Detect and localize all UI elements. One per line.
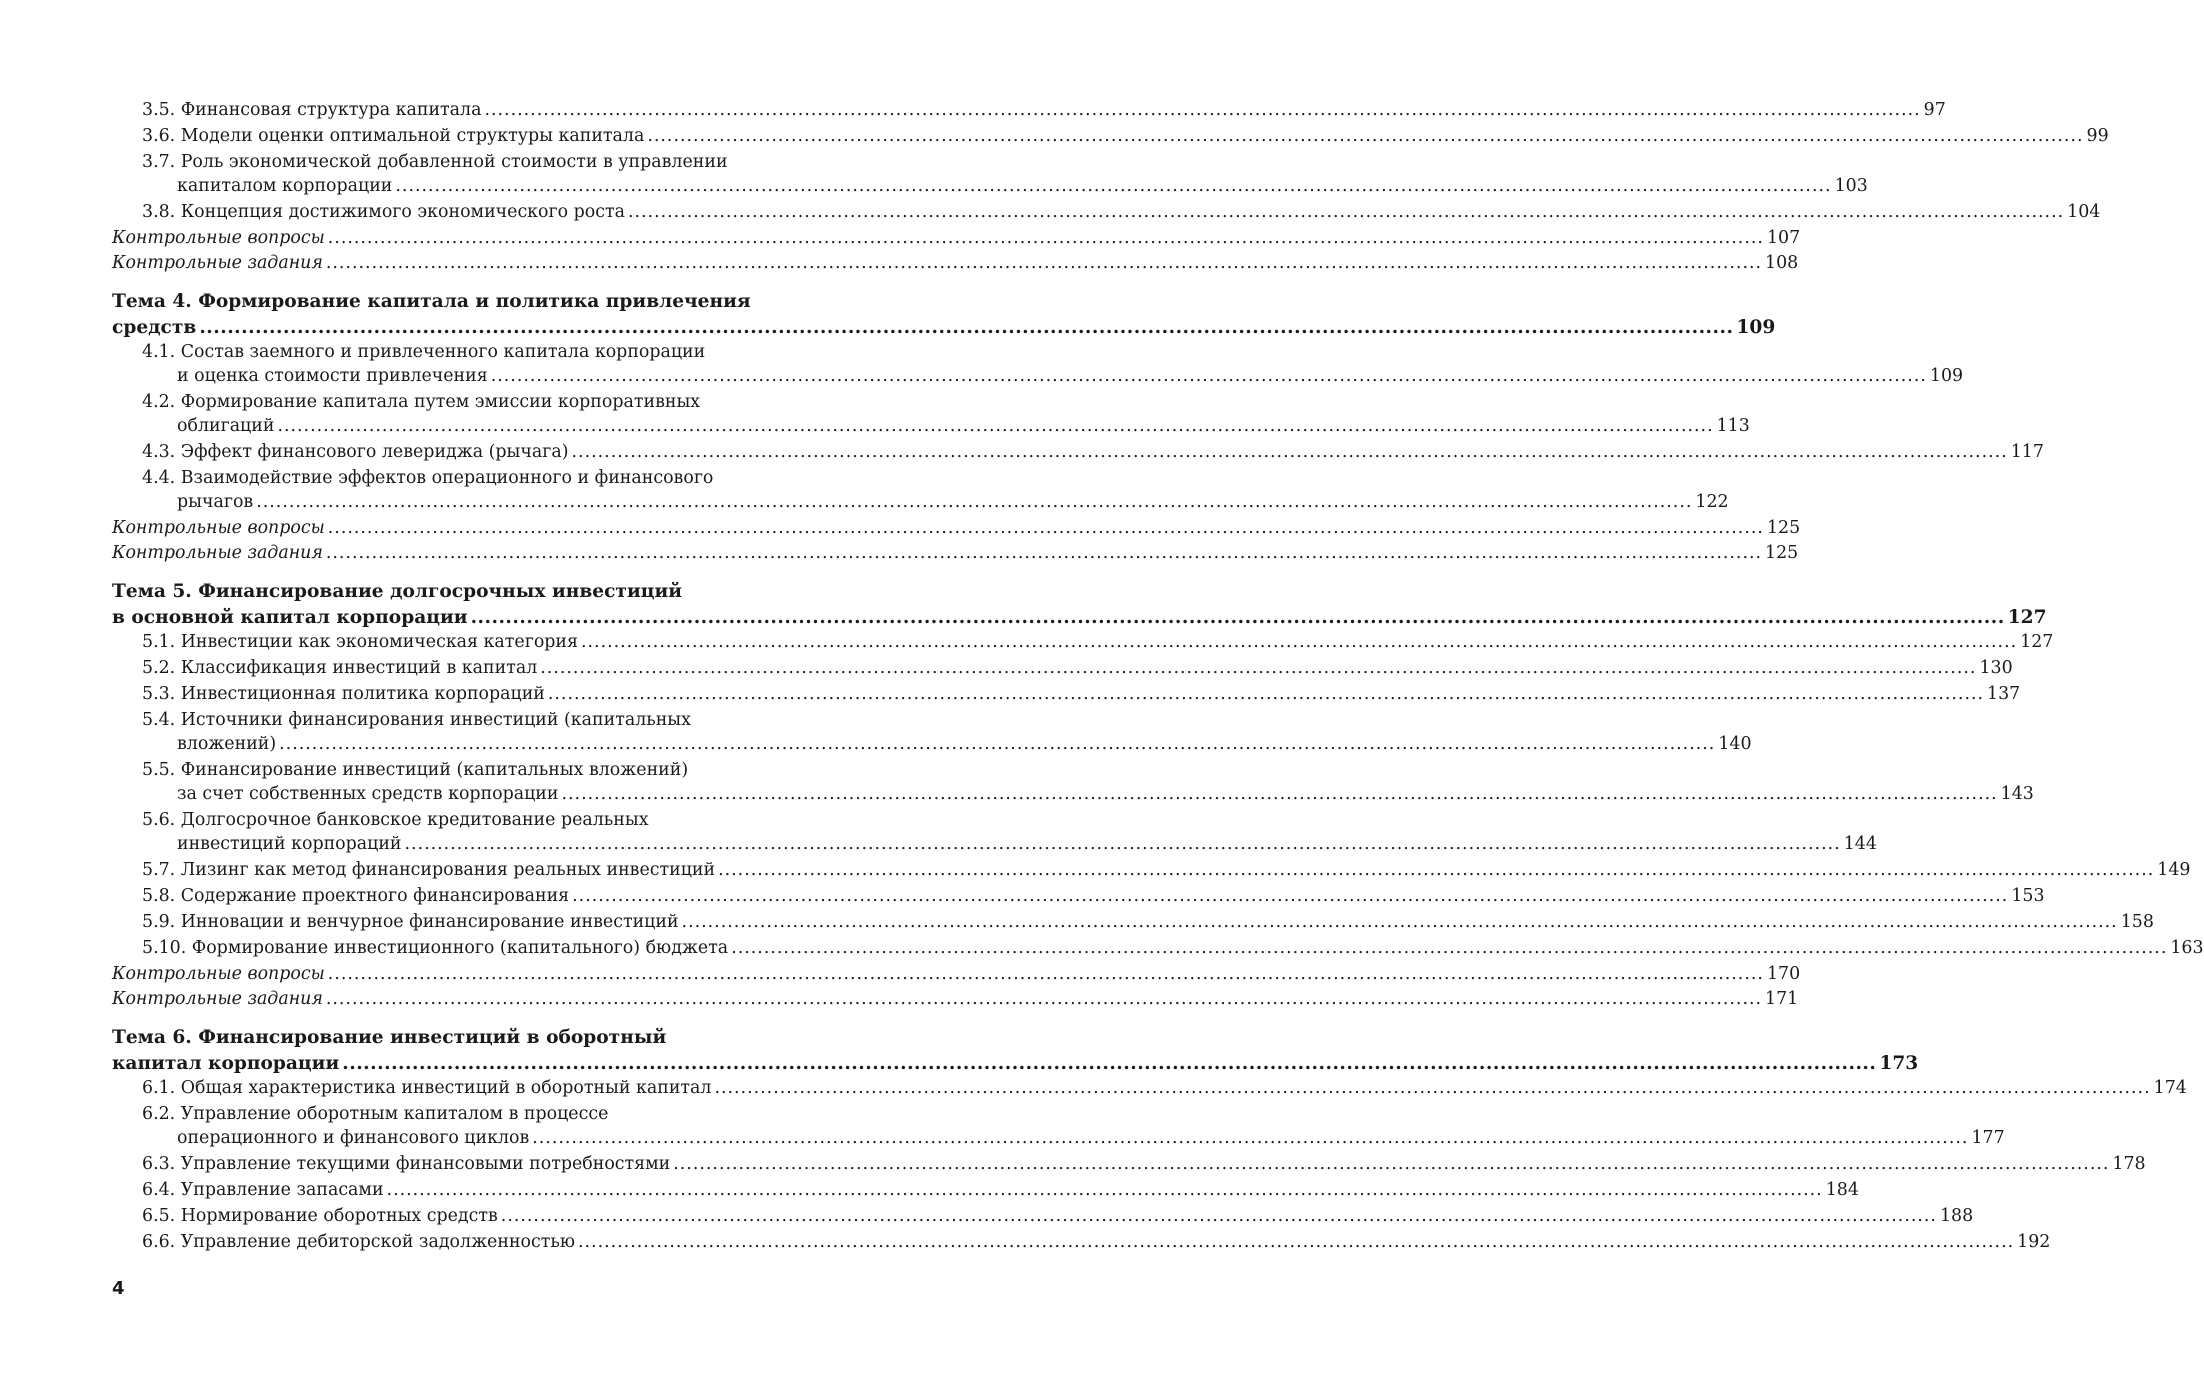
dot-leader: ............................................................................................................................................................................................................................ [325, 989, 1763, 1009]
toc-entry-title: Контрольные задания [112, 989, 323, 1009]
toc-entry-title: 5.1. Инвестиции как экономическая категория [142, 632, 578, 652]
toc-entry-line [142, 682, 2021, 706]
toc-page-number: 109 [1929, 366, 1964, 386]
toc-review-entry [112, 541, 1799, 565]
toc-entry-title: Тема 6. Финансирование инвестиций в оборотный [112, 1027, 667, 1048]
toc-entry-line [142, 732, 1752, 756]
toc-entry-line [142, 1102, 788, 1126]
toc-entry-line [112, 987, 1799, 1011]
toc-entry-line [142, 910, 2154, 934]
toc-entry-title: 6.3. Управление текущими финансовыми потребностями [142, 1154, 671, 1174]
dot-leader: ............................................................................................................................................................................................................................ [256, 492, 1693, 512]
toc-entry-title: 5.4. Источники финансирования инвестиций (капитальных [142, 710, 691, 730]
toc-page-number: 171 [1765, 989, 1799, 1009]
toc-section-entry [142, 340, 1964, 388]
toc-section-entry [142, 466, 1729, 514]
toc-page-number: 127 [2020, 632, 2054, 652]
toc-entry-line [142, 124, 2109, 148]
toc-entry-title: 4.1. Состав заемного и привлеченного капитала корпорации [142, 342, 706, 362]
toc-section-entry [142, 758, 2034, 806]
toc-section-entry [142, 630, 2054, 654]
dot-leader: ............................................................................................................................................................................................................................ [327, 228, 1764, 248]
toc-page-number: 137 [1987, 684, 2021, 704]
toc-page-number: 127 [2007, 606, 2047, 628]
toc-entry-title: Тема 4. Формирование капитала и политика привлечения [112, 291, 751, 312]
toc-entry-line [142, 490, 1729, 514]
dot-leader: ............................................................................................................................................................................................................................ [561, 784, 1998, 804]
dot-leader: ............................................................................................................................................................................................................................ [580, 632, 2018, 652]
toc-entry-line [142, 1204, 1974, 1228]
toc-entry-line [142, 656, 2013, 680]
toc-entry-line [142, 630, 2054, 654]
toc-entry-title: капитал корпорации [112, 1052, 340, 1074]
toc-review-entry [112, 962, 1801, 986]
toc-section-entry [142, 1076, 2187, 1100]
toc-review-entry [112, 516, 1801, 540]
toc-entry-title: 6.1. Общая характеристика инвестиций в оборотный капитал [142, 1078, 712, 1098]
toc-entry-title: 6.6. Управление дебиторской задолженностью [142, 1232, 575, 1252]
toc-entry-title: инвестиций корпораций [177, 834, 402, 854]
toc-entry-line [142, 390, 788, 414]
toc-page-number: 174 [2153, 1078, 2187, 1098]
dot-leader: ............................................................................................................................................................................................................................ [342, 1052, 1877, 1074]
toc-section-entry [142, 1204, 1974, 1228]
toc-entry-title: 6.5. Нормирование оборотных средств [142, 1206, 498, 1226]
toc-entry-title: Контрольные задания [112, 543, 323, 563]
toc-topic-entry [112, 579, 2047, 630]
toc-entry-title: операционного и финансового циклов [177, 1128, 530, 1148]
toc-entry-line [112, 251, 1799, 275]
toc-entry-title: Тема 5. Финансирование долгосрочных инвестиций [112, 581, 683, 602]
toc-entry-line [142, 98, 1946, 122]
toc-entry-title: Контрольные вопросы [112, 228, 325, 248]
dot-leader: ............................................................................................................................................................................................................................ [484, 100, 1921, 120]
toc-entry-title: за счет собственных средств корпорации [177, 784, 559, 804]
toc-entry-title: 5.10. Формирование инвестиционного (капитального) бюджета [142, 938, 729, 958]
dot-leader: ............................................................................................................................................................................................................................ [718, 860, 2155, 880]
dot-leader: ............................................................................................................................................................................................................................ [490, 366, 1927, 386]
dot-leader: ............................................................................................................................................................................................................................ [627, 202, 2065, 222]
toc-entry-line [142, 340, 788, 364]
toc-entry-title: Контрольные вопросы [112, 964, 325, 984]
toc-entry-title: в основной капитал корпорации [112, 606, 468, 628]
toc-page-number: 149 [2157, 860, 2191, 880]
toc-entry-line [142, 758, 788, 782]
toc-page-number: 163 [2170, 938, 2204, 958]
toc-entry-title: Контрольные задания [112, 253, 323, 273]
toc-page-number: 108 [1765, 253, 1799, 273]
toc-entry-line [112, 541, 1799, 565]
toc-section-entry [142, 1230, 2051, 1254]
toc-entry-line [142, 1230, 2051, 1254]
dot-leader: ............................................................................................................................................................................................................................ [327, 518, 1764, 538]
toc-entry-line [142, 414, 1750, 438]
toc-section-entry [142, 150, 1868, 198]
toc-entry-line [142, 884, 2045, 908]
toc-review-entry [112, 987, 1799, 1011]
toc-entry-line [142, 708, 788, 732]
toc-entry-line [142, 1152, 2146, 1176]
toc-section-entry [142, 1152, 2146, 1176]
dot-leader: ............................................................................................................................................................................................................................ [327, 964, 1764, 984]
toc-entry-title: и оценка стоимости привлечения [177, 366, 488, 386]
toc-page-number: 109 [1736, 316, 1776, 338]
toc-entry-line [142, 1126, 2005, 1150]
toc-section-entry [142, 884, 2045, 908]
toc-section-entry [142, 440, 2044, 464]
toc-section-entry [142, 808, 1877, 856]
toc-page-number: 177 [1971, 1128, 2005, 1148]
toc-entry-line [142, 174, 1868, 198]
toc-page-number: 125 [1766, 518, 1801, 538]
toc-topic-entry [112, 1025, 1919, 1076]
toc-entry-line [142, 1076, 2187, 1100]
dot-leader: ............................................................................................................................................................................................................................ [532, 1128, 1969, 1148]
toc-page-number: 192 [2017, 1232, 2051, 1252]
toc-page-number: 170 [1766, 964, 1801, 984]
table-of-contents [112, 98, 2204, 1256]
toc-page-number: 130 [1979, 658, 2013, 678]
dot-leader: ............................................................................................................................................................................................................................ [386, 1180, 1823, 1200]
toc-page-number: 188 [1939, 1206, 1974, 1226]
toc-page-number: 113 [1716, 416, 1750, 436]
toc-entry-line [112, 226, 1801, 250]
toc-entry-line [112, 1025, 788, 1051]
dot-leader: ............................................................................................................................................................................................................................ [199, 316, 1734, 338]
dot-leader: ............................................................................................................................................................................................................................ [540, 658, 1977, 678]
toc-page-number: 122 [1695, 492, 1729, 512]
toc-section-entry [142, 858, 2191, 882]
dot-leader: ............................................................................................................................................................................................................................ [731, 938, 2168, 958]
toc-page-number: 158 [2120, 912, 2154, 932]
toc-page-number: 140 [1718, 734, 1752, 754]
toc-entry-title: 6.4. Управление запасами [142, 1180, 384, 1200]
toc-section-entry [142, 936, 2204, 960]
toc-page-number: 117 [2010, 442, 2044, 462]
dot-leader: ............................................................................................................................................................................................................................ [279, 734, 1716, 754]
dot-leader: ............................................................................................................................................................................................................................ [673, 1154, 2110, 1174]
dot-leader: ............................................................................................................................................................................................................................ [714, 1078, 2151, 1098]
toc-entry-line [142, 858, 2191, 882]
toc-entry-title: 5.5. Финансирование инвестиций (капитальных вложений) [142, 760, 689, 780]
toc-section-entry [142, 98, 1946, 122]
dot-leader: ............................................................................................................................................................................................................................ [547, 684, 1985, 704]
toc-section-entry [142, 656, 2013, 680]
dot-leader: ............................................................................................................................................................................................................................ [404, 834, 1841, 854]
toc-entry-title: 5.2. Классификация инвестиций в капитал [142, 658, 538, 678]
dot-leader: ............................................................................................................................................................................................................................ [577, 1232, 2015, 1252]
toc-page-number: 173 [1879, 1052, 1919, 1074]
toc-page-number: 103 [1834, 176, 1868, 196]
toc-entry-title: 4.2. Формирование капитала путем эмиссии корпоративных [142, 392, 701, 412]
toc-entry-title: 3.8. Концепция достижимого экономического роста [142, 202, 625, 222]
toc-section-entry [142, 910, 2154, 934]
toc-entry-title: капиталом корпорации [177, 176, 393, 196]
toc-entry-line [112, 315, 1776, 341]
toc-entry-title: Контрольные вопросы [112, 518, 325, 538]
toc-entry-line [142, 150, 788, 174]
toc-entry-line [112, 579, 788, 605]
toc-topic-entry [112, 289, 1776, 340]
toc-entry-title: 3.7. Роль экономической добавленной стоимости в управлении [142, 152, 728, 172]
page-number: 4 [112, 1278, 125, 1299]
toc-entry-title: 4.3. Эффект финансового левериджа (рычага) [142, 442, 569, 462]
toc-page-number: 125 [1765, 543, 1799, 563]
toc-entry-line [112, 289, 788, 315]
toc-entry-title: 5.7. Лизинг как метод финансирования реальных инвестиций [142, 860, 716, 880]
toc-entry-title: вложений) [177, 734, 277, 754]
toc-entry-line [112, 962, 1801, 986]
toc-page-number: 143 [2000, 784, 2034, 804]
toc-entry-title: 6.2. Управление оборотным капиталом в процессе [142, 1104, 609, 1124]
toc-entry-title: 5.6. Долгосрочное банковское кредитование реальных [142, 810, 649, 830]
dot-leader: ............................................................................................................................................................................................................................ [470, 606, 2005, 628]
toc-entry-title: 5.8. Содержание проектного финансирования [142, 886, 570, 906]
dot-leader: ............................................................................................................................................................................................................................ [647, 126, 2084, 146]
toc-page-number: 144 [1843, 834, 1877, 854]
toc-entry-line [142, 936, 2204, 960]
dot-leader: ............................................................................................................................................................................................................................ [681, 912, 2118, 932]
toc-entry-line [142, 440, 2044, 464]
toc-entry-title: рычагов [177, 492, 254, 512]
toc-entry-title: 5.9. Инновации и венчурное финансирование инвестиций [142, 912, 679, 932]
toc-entry-line [142, 832, 1877, 856]
toc-entry-line [142, 364, 1964, 388]
dot-leader: ............................................................................................................................................................................................................................ [572, 886, 2009, 906]
toc-entry-line [112, 516, 1801, 540]
dot-leader: ............................................................................................................................................................................................................................ [500, 1206, 1937, 1226]
dot-leader: ............................................................................................................................................................................................................................ [325, 543, 1763, 563]
toc-entry-title: 4.4. Взаимодействие эффектов операционного и финансового [142, 468, 714, 488]
toc-section-entry [142, 708, 1752, 756]
toc-section-entry [142, 390, 1750, 438]
toc-entry-line [142, 782, 2034, 806]
dot-leader: ............................................................................................................................................................................................................................ [571, 442, 2008, 462]
dot-leader: ............................................................................................................................................................................................................................ [325, 253, 1763, 273]
toc-page-number: 99 [2086, 126, 2109, 146]
toc-section-entry [142, 124, 2109, 148]
dot-leader: ............................................................................................................................................................................................................................ [395, 176, 1832, 196]
toc-section-entry [142, 1178, 1859, 1202]
toc-page-number: 153 [2011, 886, 2045, 906]
toc-page-number: 178 [2112, 1154, 2146, 1174]
toc-entry-title: средств [112, 316, 197, 338]
toc-section-entry [142, 682, 2021, 706]
dot-leader: ............................................................................................................................................................................................................................ [277, 416, 1714, 436]
toc-entry-line [142, 1178, 1859, 1202]
toc-entry-title: 3.5. Финансовая структура капитала [142, 100, 482, 120]
toc-review-entry [112, 226, 1801, 250]
toc-entry-line [142, 808, 788, 832]
toc-section-entry [142, 200, 2101, 224]
toc-page-number: 107 [1766, 228, 1801, 248]
toc-review-entry [112, 251, 1799, 275]
toc-page-number: 97 [1923, 100, 1946, 120]
toc-entry-title: облигаций [177, 416, 275, 436]
toc-entry-line [142, 466, 788, 490]
toc-entry-title: 3.6. Модели оценки оптимальной структуры капитала [142, 126, 645, 146]
toc-section-entry [142, 1102, 2005, 1150]
toc-entry-line [142, 200, 2101, 224]
toc-entry-line [112, 1051, 1919, 1077]
toc-entry-title: 5.3. Инвестиционная политика корпораций [142, 684, 545, 704]
toc-entry-line [112, 605, 2047, 631]
toc-page-number: 184 [1825, 1180, 1859, 1200]
toc-page-number: 104 [2067, 202, 2101, 222]
